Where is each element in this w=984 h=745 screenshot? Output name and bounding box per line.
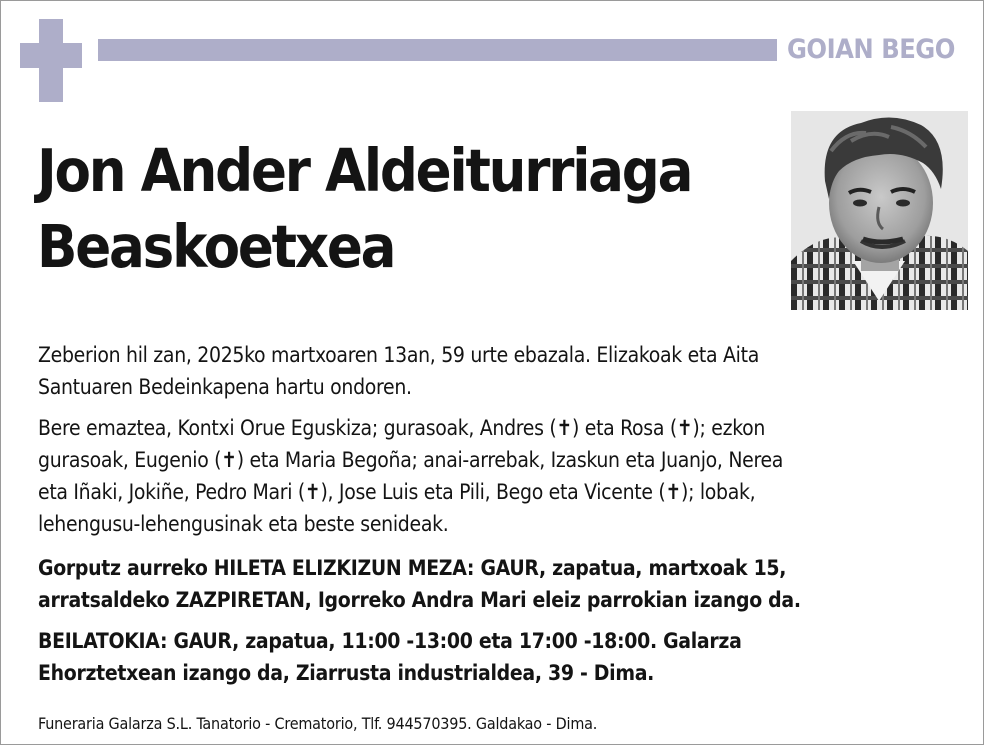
portrait-image <box>791 111 968 310</box>
body-line-9: BEILATOKIA: GAUR, zapatua, 11:00 -13:00 eta 17:00 -18:00. Galarza <box>38 629 742 653</box>
body-line-5: eta Iñaki, Jokiñe, Pedro Mari (✝), Jose Luis eta Pili, Bego eta Vicente (✝); lobak, <box>38 480 756 504</box>
family-list <box>38 412 948 540</box>
name-line-1: Jon Ander Aldeiturriaga <box>37 136 692 205</box>
wake-info <box>38 625 948 689</box>
body-line-1: Zeberion hil zan, 2025ko martxoaren 13an, 59 urte ebazala. Elizakoak eta Aita <box>38 343 759 367</box>
body-line-2: Santuaren Bedeinkapena hartu ondoren. <box>38 375 412 399</box>
cross-horizontal-bar <box>20 43 82 68</box>
notice-body <box>38 339 948 689</box>
deceased-name <box>37 133 797 285</box>
deceased-portrait-photo <box>791 111 968 310</box>
body-line-7: Gorputz aurreko HILETA ELIZKIZUN MEZA: GAUR, zapatua, martxoak 15, <box>38 556 787 580</box>
name-line-2: Beaskoetxea <box>37 212 395 281</box>
header-rule <box>98 39 777 61</box>
body-line-4: gurasoak, Eugenio (✝) eta Maria Begoña; anai-arrebak, Izaskun eta Juanjo, Nerea <box>38 448 784 472</box>
body-line-6: lehengusu-lehengusinak eta beste senideak. <box>38 512 449 536</box>
body-line-8: arratsaldeko ZAZPIRETAN, Igorreko Andra Mari eleiz parrokian izango da. <box>38 588 801 612</box>
funeral-mass-info <box>38 552 948 616</box>
body-line-10: Ehorztetxean izango da, Ziarrusta industrialdea, 39 - Dima. <box>38 661 655 685</box>
body-line-3: Bere emaztea, Kontxi Orue Eguskiza; gurasoak, Andres (✝) eta Rosa (✝); ezkon <box>38 416 766 440</box>
funeral-home-footer: Funeraria Galarza S.L. Tanatorio - Crematorio, Tlf. 944570395. Galdakao - Dima. <box>38 714 598 733</box>
section-label: GOIAN BEGO <box>787 34 955 65</box>
death-announcement <box>38 339 948 403</box>
